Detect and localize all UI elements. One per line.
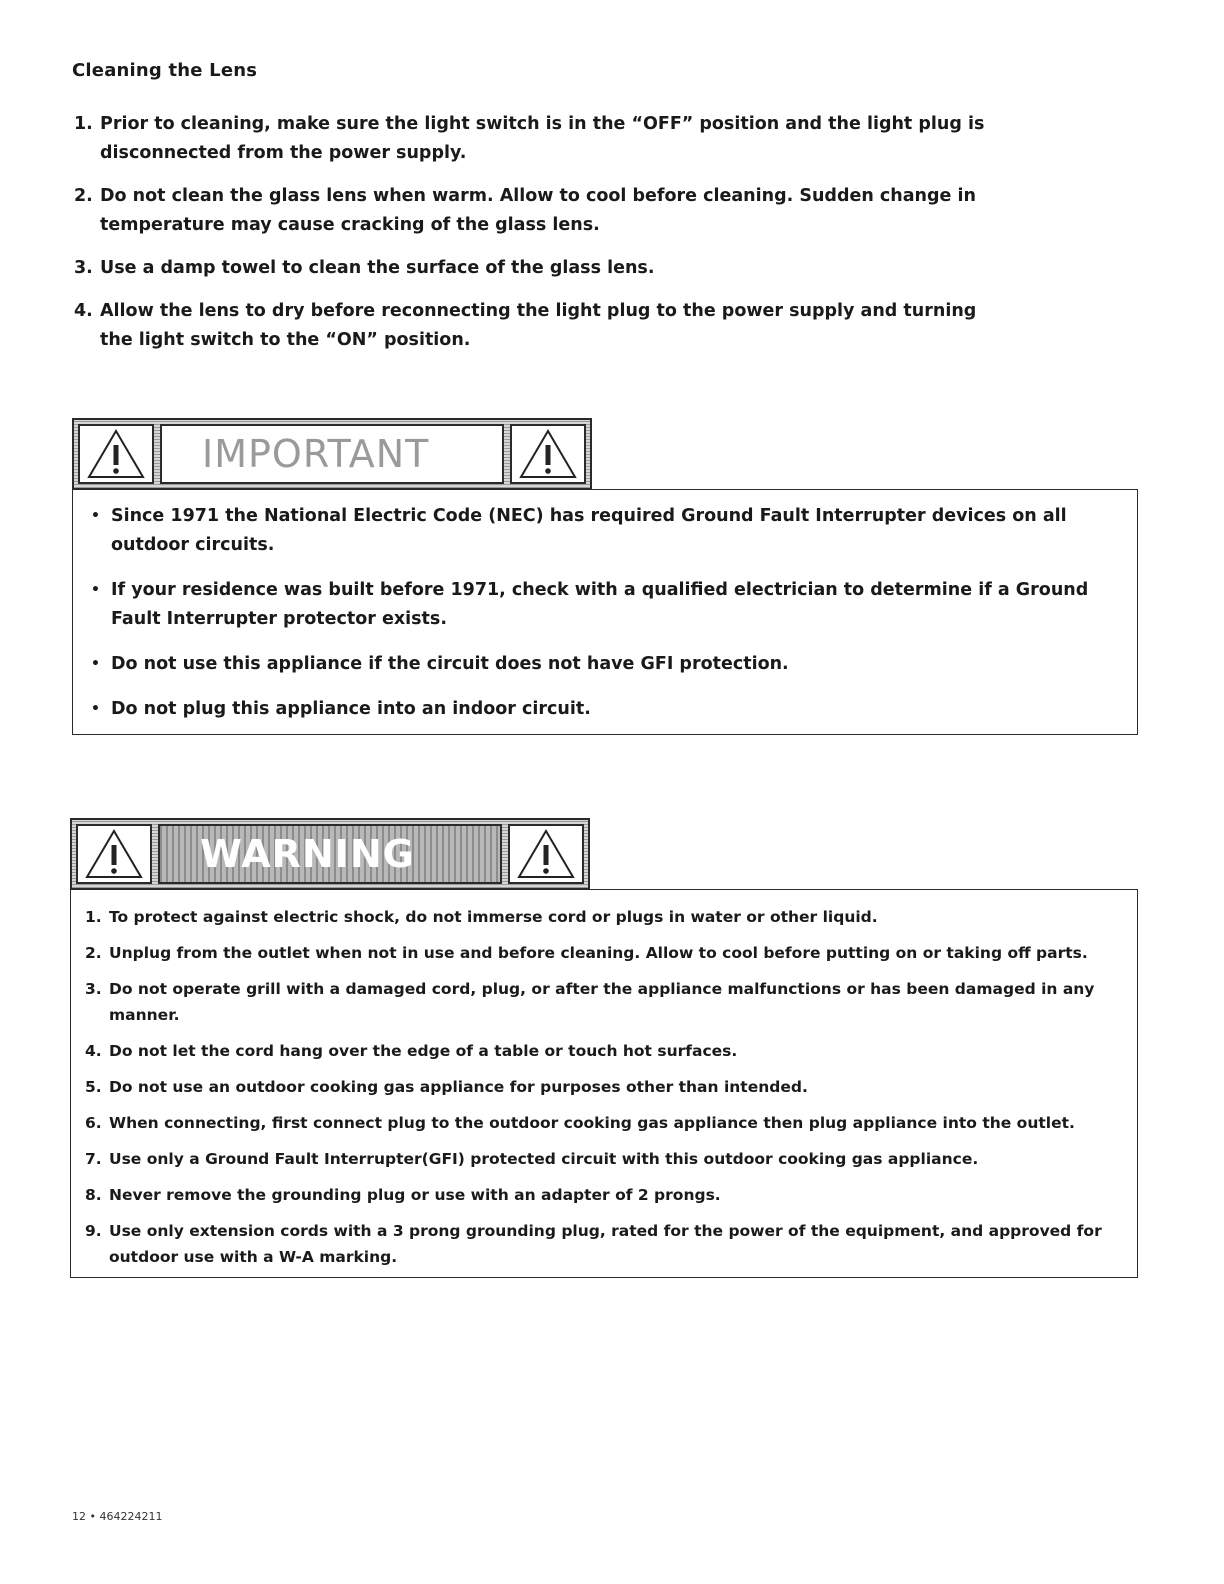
warning-item: 5. Do not use an outdoor cooking gas appliance for purposes other than intended. [85, 1078, 808, 1096]
warning-triangle-icon [508, 824, 584, 884]
cleaning-steps [74, 110, 1004, 369]
important-title: IMPORTANT [160, 424, 504, 484]
cleaning-step-text: Allow the lens to dry before reconnecting the light plug to the power supply and turning the light switch to the “ON” position. [100, 301, 977, 350]
warning-item: 3. Do not operate grill with a damaged cord, plug, or after the appliance malfunctions or has been damaged in any manner. [85, 980, 1095, 1024]
warning-panel [70, 889, 1138, 1278]
cleaning-step: 1. Prior to cleaning, make sure the light switch is in the “OFF” position and the light plug is disconnected from the power supply. [74, 114, 985, 163]
warning-items [85, 904, 1123, 1270]
page-footer: 12 • 464224211 [72, 1510, 163, 1523]
cleaning-step-text: Do not clean the glass lens when warm. Allow to cool before cleaning. Sudden change in temperature may cause cracking of the glass lens. [100, 186, 976, 235]
important-bullet: • Do not plug this appliance into an indoor circuit. [91, 699, 591, 719]
cleaning-step: 4. Allow the lens to dry before reconnecting the light plug to the power supply and turning the light switch to the “ON” position. [74, 301, 977, 350]
warning-triangle-icon [510, 424, 586, 484]
important-banner [72, 418, 592, 490]
warning-item: 7. Use only a Ground Fault Interrupter(GFI) protected circuit with this outdoor cooking gas appliance. [85, 1150, 979, 1168]
warning-item: 2. Unplug from the outlet when not in use and before cleaning. Allow to cool before putting on or taking off parts. [85, 944, 1088, 962]
cleaning-step-text: Prior to cleaning, make sure the light switch is in the “OFF” position and the light plug is disconnected from the power supply. [100, 114, 985, 163]
important-bullet: • Since 1971 the National Electric Code (NEC) has required Ground Fault Interrupter devices on all outdoor circuits. [91, 506, 1067, 555]
warning-triangle-icon [78, 424, 154, 484]
warning-banner [70, 818, 590, 890]
warning-item: 8. Never remove the grounding plug or use with an adapter of 2 prongs. [85, 1186, 721, 1204]
important-bullet: • Do not use this appliance if the circuit does not have GFI protection. [91, 654, 789, 674]
warning-item: 4. Do not let the cord hang over the edge of a table or touch hot surfaces. [85, 1042, 738, 1060]
important-bullets [81, 502, 1123, 724]
cleaning-step-text: Use a damp towel to clean the surface of the glass lens. [100, 258, 655, 278]
cleaning-step: 2. Do not clean the glass lens when warm. Allow to cool before cleaning. Sudden change in temperature may cause cracking of the glass lens. [74, 186, 976, 235]
important-panel [72, 489, 1138, 735]
warning-item: 1. To protect against electric shock, do not immerse cord or plugs in water or other liquid. [85, 908, 878, 926]
warning-item: 6. When connecting, first connect plug to the outdoor cooking gas appliance then plug appliance into the outlet. [85, 1114, 1075, 1132]
cleaning-heading: Cleaning the Lens [72, 60, 258, 81]
warning-title: WARNING [158, 824, 502, 884]
warning-triangle-icon [76, 824, 152, 884]
cleaning-step: 3. Use a damp towel to clean the surface of the glass lens. [74, 258, 655, 278]
important-bullet: • If your residence was built before 1971, check with a qualified electrician to determine if a Ground Fault Interrupter protector exists. [91, 580, 1089, 629]
warning-item: 9. Use only extension cords with a 3 prong grounding plug, rated for the power of the equipment, and approved for outdoor use with a W-A marking. [85, 1222, 1102, 1266]
